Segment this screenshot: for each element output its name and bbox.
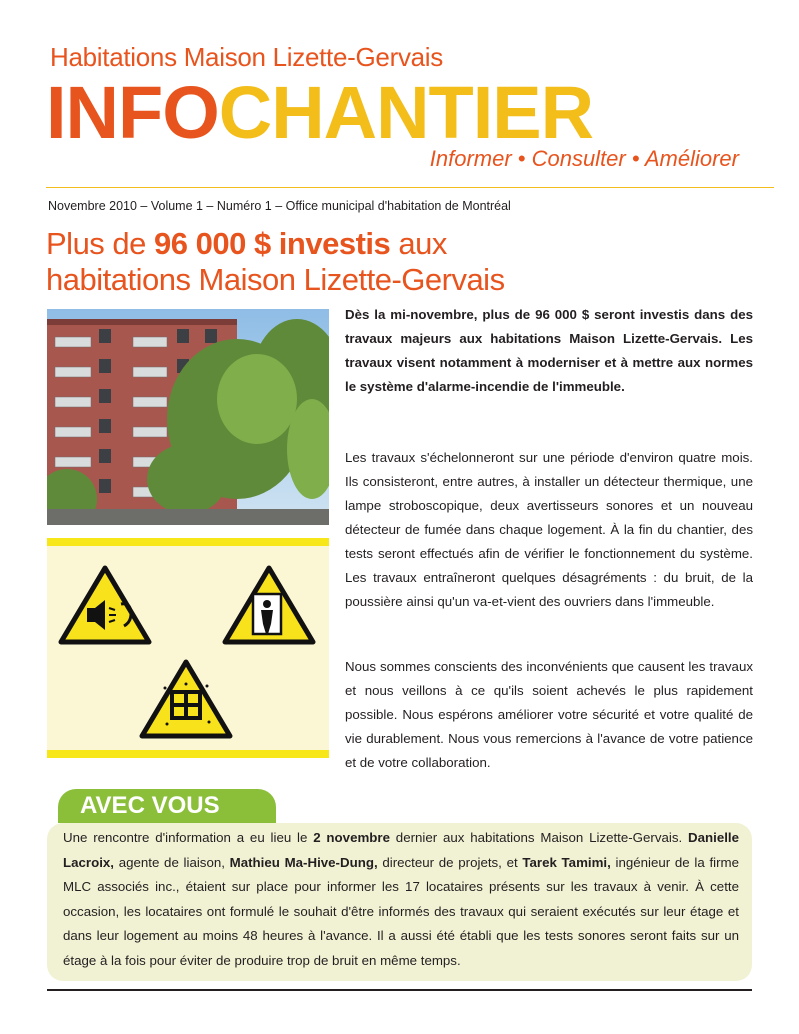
person-name: Mathieu Ma-Hive-Dung,	[229, 854, 378, 870]
article-paragraph-2: Nous sommes conscients des inconvénients que causent les travaux et nous veillons à ce qu'ils soient achevés le plus rapidement possible. Nous espérons améliorer votre sécurité et votre qualité de vie durablement. Nous vous remercions à l'avance de votre patience et de votre collaboration.	[345, 659, 753, 770]
headline-line2: habitations Maison Lizette-Gervais	[46, 262, 505, 297]
article-headline	[46, 226, 505, 298]
avec-vous-title: AVEC VOUS	[80, 792, 220, 819]
avec-text-part: agente de liaison,	[114, 854, 230, 870]
avec-text-part: directeur de projets, et	[377, 854, 523, 870]
organization-name: Habitations Maison Lizette-Gervais	[50, 42, 443, 72]
article-lead: Dès la mi-novembre, plus de 96 000 $ seront investis dans des travaux majeurs aux habitations Maison Lizette-Gervais. Les travaux visent notamment à moderniser et à mettre aux normes le système d'alarme-incendie de l'immeuble.	[345, 307, 753, 394]
meeting-date: 2 novembre	[313, 830, 390, 845]
person-name: Danielle Lacroix,	[63, 830, 739, 870]
masthead-chantier: CHANTIER	[218, 71, 594, 154]
article-paragraph-1: Les travaux s'échelonneront sur une période d'environ quatre mois. Ils consisteront, entre autres, à installer un détecteur thermique, une lampe stroboscopique, deux avertisseurs sonores et un nouveau détecteur de fumée dans chaque logement. À la fin du chantier, des tests seront effectués afin de vérifier le fonctionnement du système. Les travaux entraîneront quelques désagréments : du bruit, de la poussière ainsi qu'un va-et-vient des ouvriers dans l'immeuble.	[345, 450, 753, 609]
issue-info: Novembre 2010 – Volume 1 – Numéro 1 – Office municipal d'habitation de Montréal	[48, 199, 511, 213]
avec-text-part: ingénieur de la firme MLC associés inc., étaient sur place pour informer les 17 locataires présents sur les travaux à venir. À cette occasion, les locataires ont formulé le souhait d'être informés des travaux qui seraient exécutés sur leur étage et dans leur logement au moins 48 heures à l'avance. Il a aussi été établi que les tests sonores seront faits sur un étage à la fois pour éviter de produire trop de bruit en même temps.	[63, 854, 739, 968]
masthead-info: INFO	[46, 71, 219, 154]
masthead-title	[46, 71, 594, 154]
header-divider	[46, 187, 774, 188]
noise-warning-icon	[61, 568, 149, 642]
building-photo	[47, 309, 329, 525]
headline-post: aux	[390, 226, 447, 261]
dust-warning-icon	[142, 662, 230, 736]
warning-signs-panel	[47, 538, 329, 758]
worker-warning-icon	[225, 568, 313, 642]
headline-pre: Plus de	[46, 226, 155, 261]
headline-amount: 96 000 $ investis	[154, 226, 391, 261]
avec-vous-text	[63, 826, 739, 973]
avec-text-part: Une rencontre d'information a eu lieu le	[63, 830, 314, 845]
person-name: Tarek Tamimi,	[522, 854, 611, 870]
tagline: Informer • Consulter • Améliorer	[429, 146, 739, 171]
avec-text-part: dernier aux habitations Maison Lizette-Gervais.	[389, 830, 688, 845]
footer-divider	[47, 989, 752, 991]
